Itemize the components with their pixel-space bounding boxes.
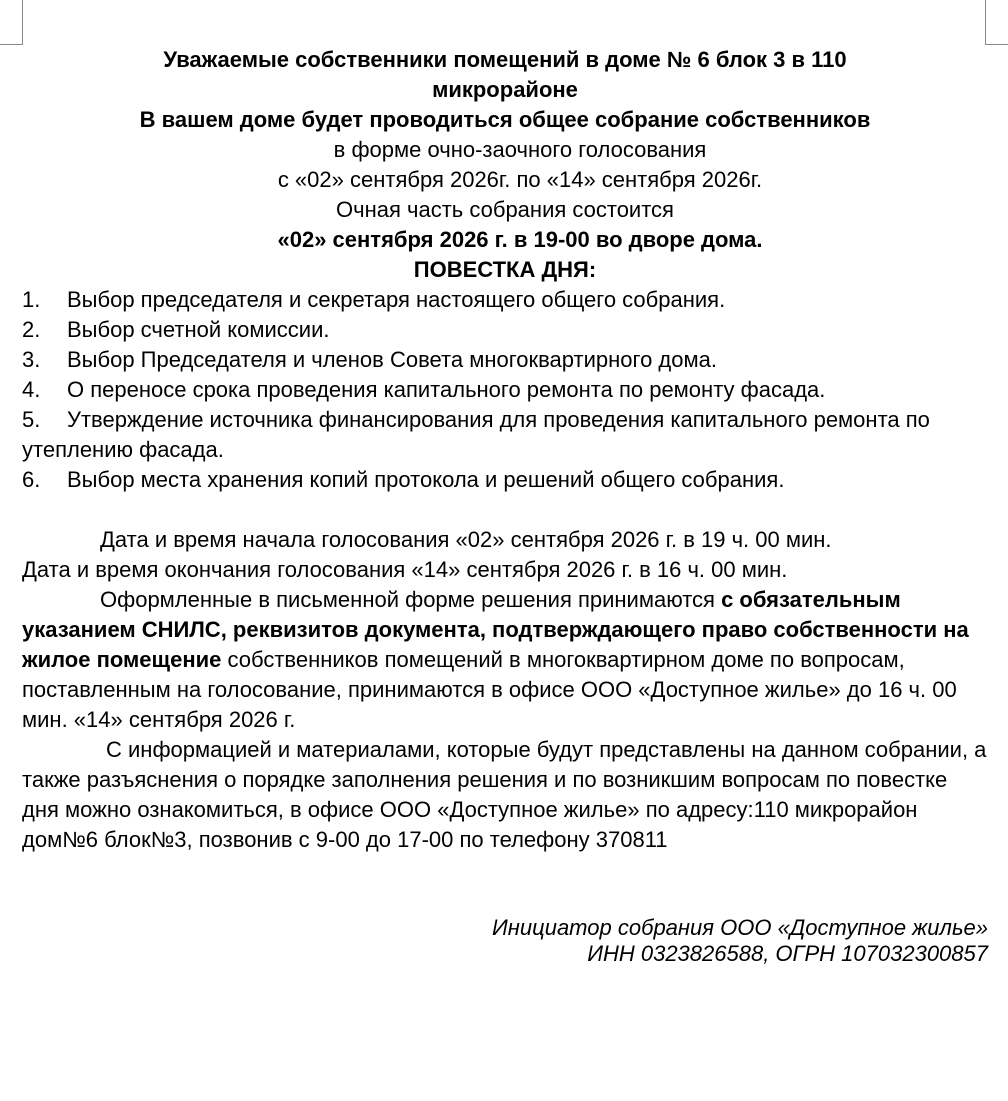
agenda-item-text: Выбор счетной комиссии. bbox=[67, 317, 330, 342]
agenda-item bbox=[22, 375, 988, 405]
agenda-item-number: 4. bbox=[22, 377, 41, 402]
agenda-item-text: Утверждение источника финансирования для проведения капитального ремонта по утеплению фасада. bbox=[22, 407, 930, 462]
agenda-item-number: 3. bbox=[22, 347, 41, 372]
vote-start: Дата и время начала голосования «02» сентября 2026 г. в 19 ч. 00 мин. bbox=[100, 527, 832, 552]
agenda-title: ПОВЕСТКА ДНЯ: bbox=[413, 257, 597, 282]
agenda-item bbox=[22, 285, 988, 315]
agenda-item-text: Выбор Председателя и членов Совета многоквартирного дома. bbox=[67, 347, 717, 372]
decisions-prefix: Оформленные в письменной форме решения принимаются bbox=[100, 587, 722, 612]
decisions-paragraph bbox=[22, 585, 988, 735]
agenda-item-number: 1. bbox=[22, 287, 41, 312]
title-line-2: микрорайоне bbox=[432, 77, 578, 102]
decisions-suffix: собственников помещений в многоквартирном доме по вопросам, поставленным на голосование, принимаются в офисе ООО «Доступное жилье» до 16 ч. 00 мин. «14» сентября 2026 г. bbox=[22, 647, 957, 732]
meeting-form: в форме очно-заочного голосования bbox=[333, 137, 707, 162]
agenda-item-number: 6. bbox=[22, 467, 41, 492]
agenda-item bbox=[22, 345, 988, 375]
agenda-item-number: 2. bbox=[22, 317, 41, 342]
agenda-item bbox=[22, 465, 988, 495]
meeting-period: с «02» сентября 2026г. по «14» сентября 2026г. bbox=[277, 167, 763, 192]
title-line-1: Уважаемые собственники помещений в доме № 6 блок 3 в 110 bbox=[163, 47, 847, 72]
agenda-item-text: Выбор председателя и секретаря настоящего общего собрания. bbox=[67, 287, 726, 312]
in-person-label: Очная часть собрания состоится bbox=[336, 197, 674, 222]
spacer bbox=[22, 495, 988, 525]
vote-end: Дата и время окончания голосования «14» сентября 2026 г. в 16 ч. 00 мин. bbox=[22, 557, 788, 582]
page-corner-mark-left bbox=[0, 0, 23, 45]
decisions-requirement: с обязательным указанием СНИЛС, реквизитов документа, подтверждающего право собственности на жилое помещение bbox=[22, 587, 969, 672]
signature-block bbox=[22, 915, 988, 967]
agenda-item-text: О переносе срока проведения капитального ремонта по ремонту фасада. bbox=[67, 377, 826, 402]
document-page bbox=[22, 45, 988, 967]
agenda-list bbox=[22, 285, 988, 495]
agenda-item bbox=[22, 315, 988, 345]
page-corner-mark-right bbox=[985, 0, 1008, 45]
signature-initiator: Инициатор собрания ООО «Доступное жилье» bbox=[492, 915, 988, 940]
info-paragraph: С информацией и материалами, которые будут представлены на данном собрании, а также разъяснения о порядке заполнения решения и по возникшим вопросам по повестке дня можно ознакомиться, в офисе ООО «Доступное жилье» по адресу:110 микрорайон дом№6 блок№3, позвонив с 9-00 до 17-00 по телефону 370811 bbox=[22, 737, 987, 852]
agenda-item-number: 5. bbox=[22, 407, 41, 432]
agenda-item-text: Выбор места хранения копий протокола и решений общего собрания. bbox=[67, 467, 785, 492]
signature-registration: ИНН 0323826588, ОГРН 107032300857 bbox=[587, 941, 988, 966]
agenda-item bbox=[22, 405, 988, 465]
in-person-date: «02» сентября 2026 г. в 19-00 во дворе дома. bbox=[277, 227, 763, 252]
announcement: В вашем доме будет проводиться общее собрание собственников bbox=[139, 107, 871, 132]
